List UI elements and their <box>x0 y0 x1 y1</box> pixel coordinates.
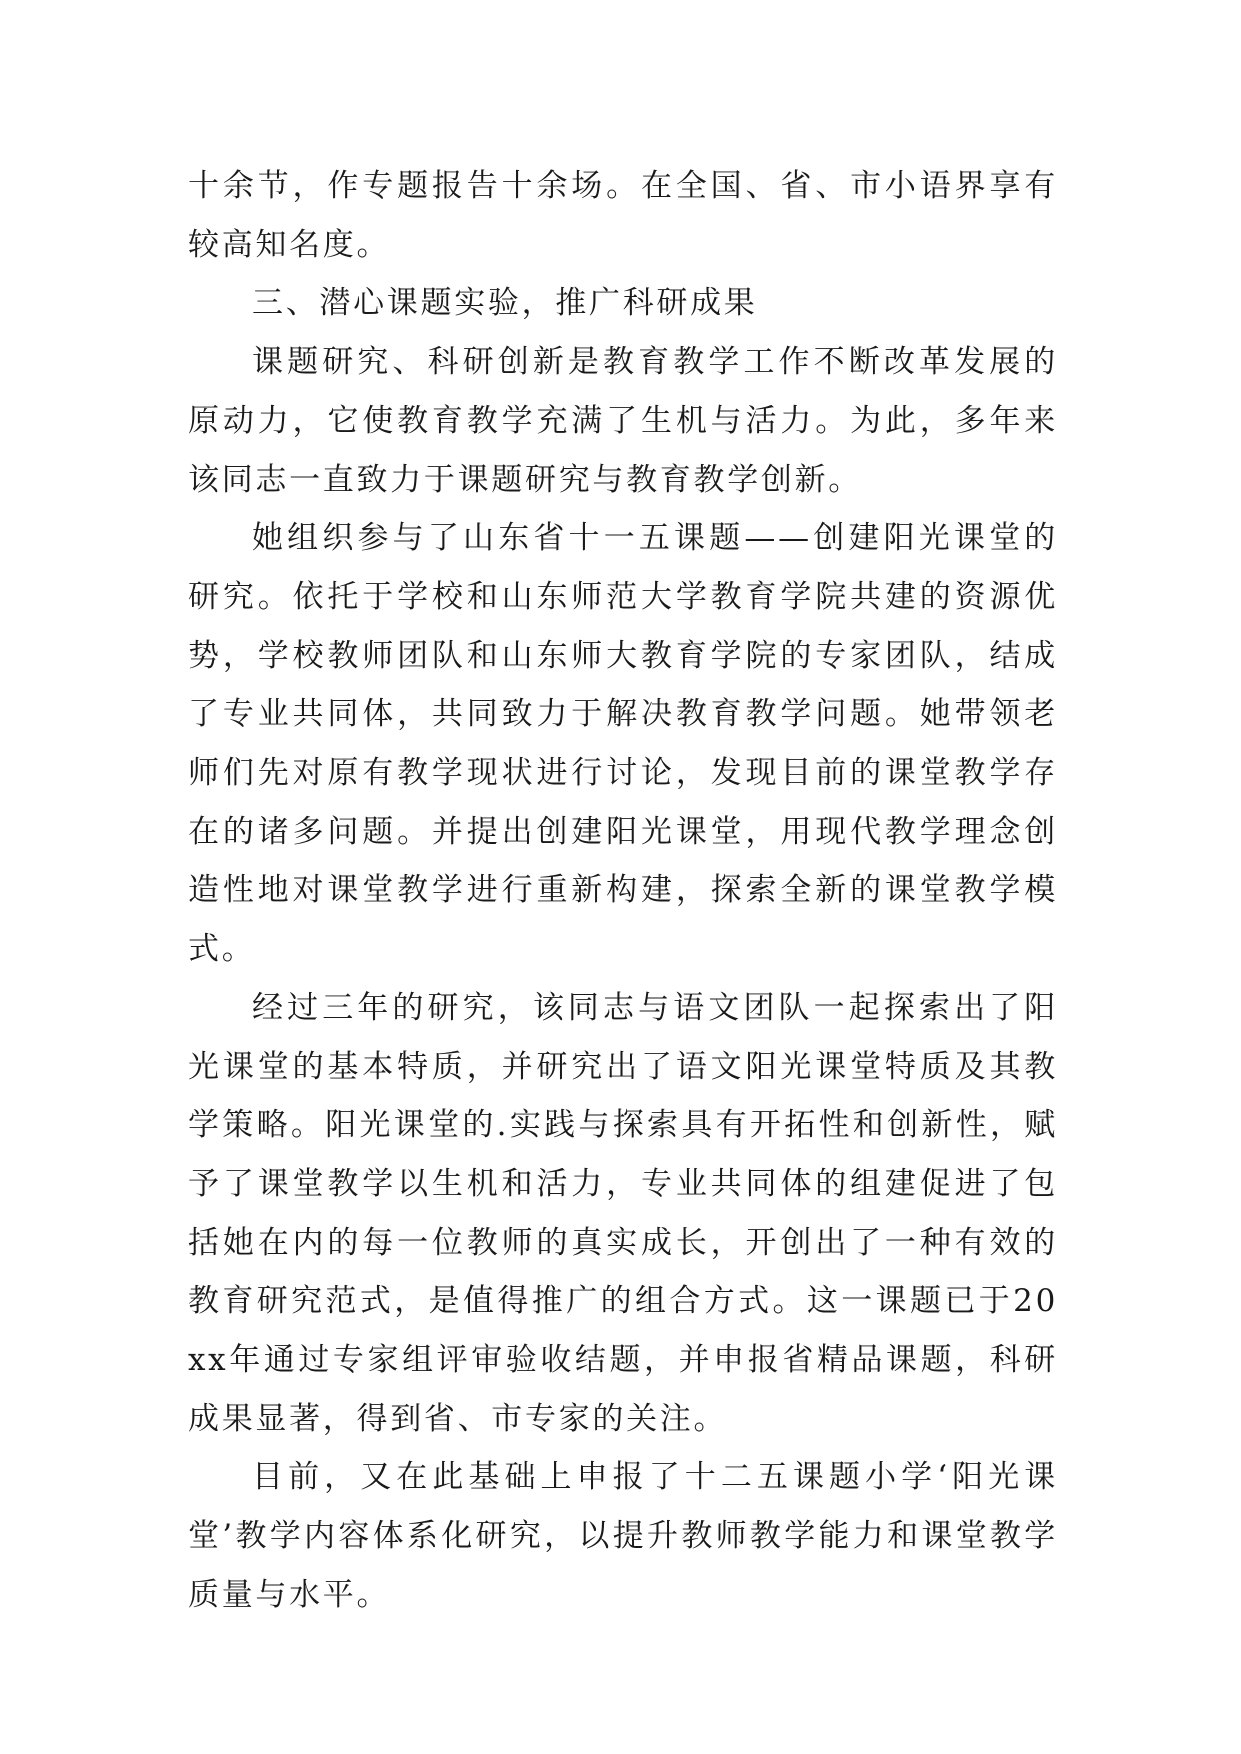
paragraph: 她组织参与了山东省十一五课题——创建阳光课堂的研究。依托于学校和山东师范大学教育学院共建的资源优势，学校教师团队和山东师大教育学院的专家团队，结成了专业共同体，共同致力于解决教育教学问题。她带领老师们先对原有教学现状进行讨论，发现目前的课堂教学存在的诸多问题。并提出创建阳光课堂，用现代教学理念创造性地对课堂教学进行重新构建，探索全新的课堂教学模式。 <box>188 520 1058 968</box>
paragraph: 课题研究、科研创新是教育教学工作不断改革发展的原动力，它使教育教学充满了生机与活力。为此，多年来该同志一直致力于课题研究与教育教学创新。 <box>188 344 1058 498</box>
paragraph-continued: 十余节，作专题报告十余场。在全国、省、市小语界享有较高知名度。 <box>188 168 1058 263</box>
paragraph: 目前，又在此基础上申报了十二五课题小学‘阳光课堂’教学内容体系化研究，以提升教师教学能力和课堂教学质量与水平。 <box>188 1459 1058 1613</box>
document-body <box>188 157 1058 1625</box>
paragraph: 经过三年的研究，该同志与语文团队一起探索出了阳光课堂的基本特质，并研究出了语文阳光课堂特质及其教学策略。阳光课堂的.实践与探索具有开拓性和创新性，赋予了课堂教学以生机和活力，专业共同体的组建促进了包括她在内的每一位教师的真实成长，开创出了一种有效的教育研究范式，是值得推广的组合方式。这一课题已于20xx年通过专家组评审验收结题，并申报省精品课题，科研成果显著，得到省、市专家的关注。 <box>188 989 1058 1437</box>
section-heading: 三、潜心课题实验，推广科研成果 <box>252 285 758 322</box>
